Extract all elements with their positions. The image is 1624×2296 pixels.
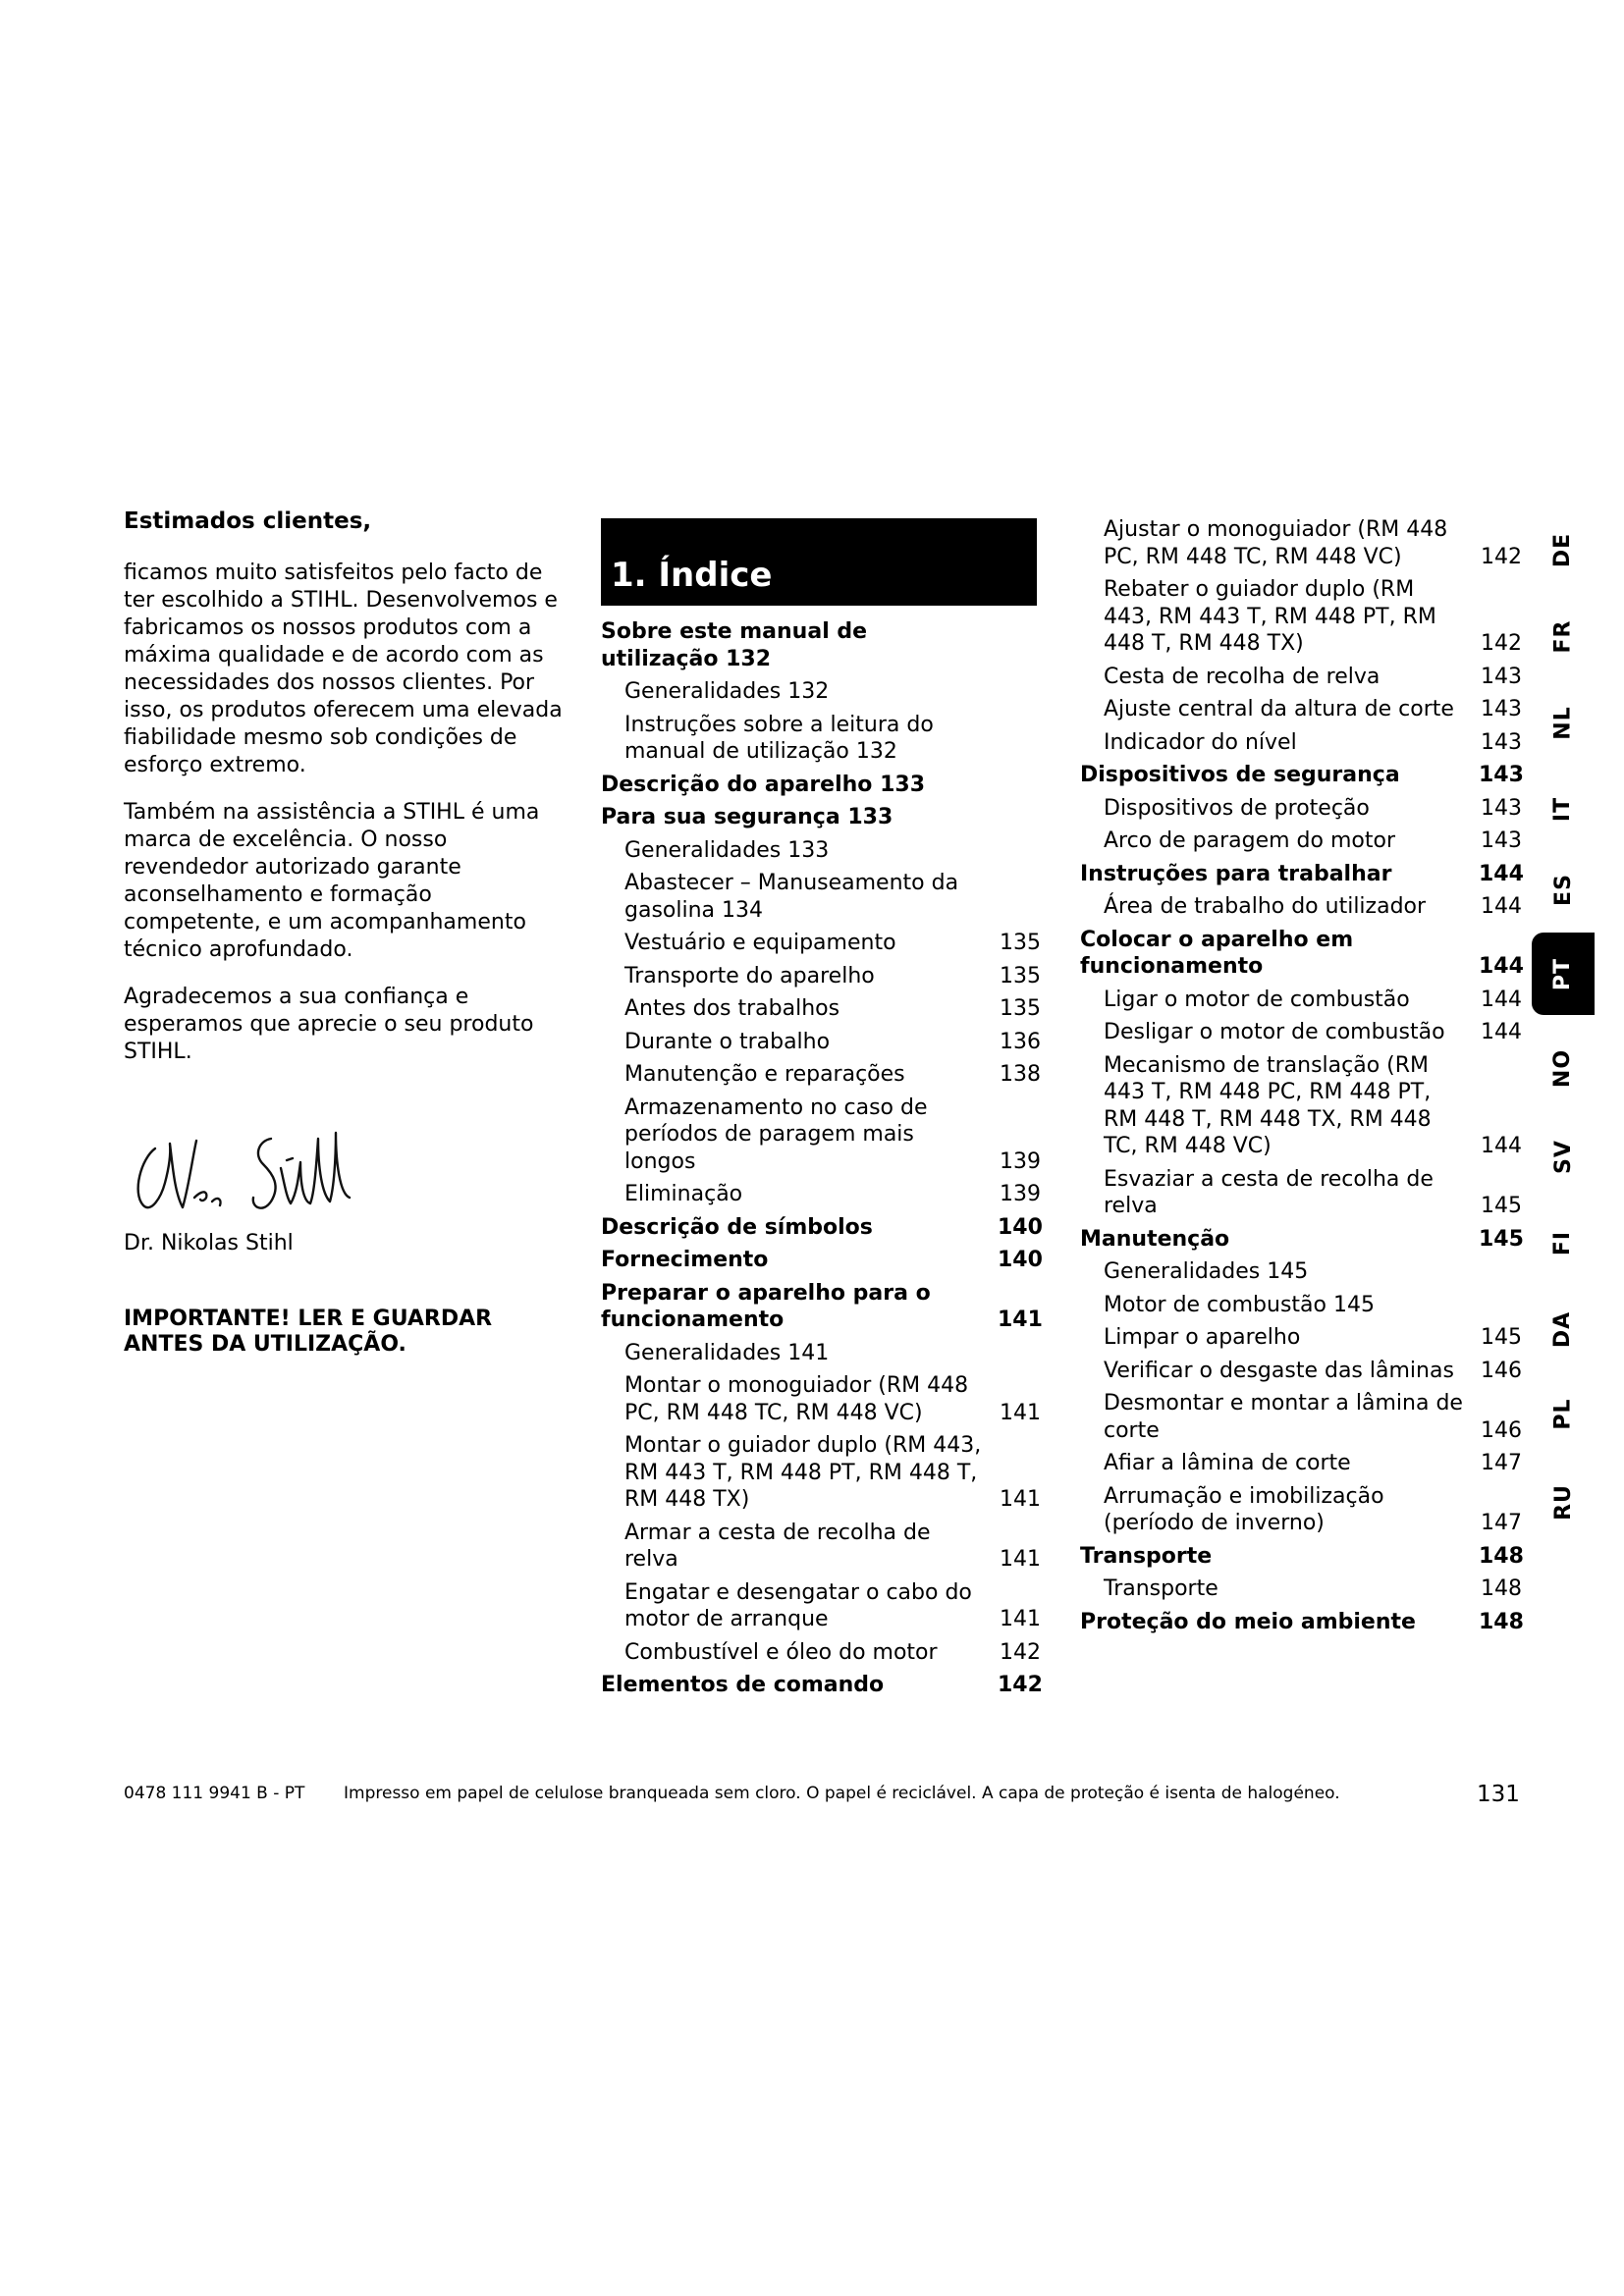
toc-subsection[interactable] (1080, 1019, 1522, 1046)
toc-entry-title: Afiar a lâmina de corte (1104, 1451, 1351, 1475)
toc-entry-title: Antes dos trabalhos (624, 996, 840, 1021)
toc-entry-title: Colocar o aparelho em funcionamento (1080, 927, 1354, 979)
toc-subsection[interactable] (1080, 516, 1522, 570)
language-tab-pl[interactable] (1532, 1384, 1595, 1443)
intro-paragraph: ficamos muito satisfeitos pelo facto de ter escolhido a STIHL. Desenvolvemos e fabricamos os nossos produtos com a máxima qualidade e de acordo com as necessidades dos nossos clientes. Por isso, os produtos oferecem uma elevada fiabilidade mesmo sob condições de esforço extremo. (124, 560, 563, 777)
language-tab-label: FR (1550, 619, 1576, 653)
toc-entry-title: Generalidades 133 (624, 837, 830, 863)
toc-entry-title: Proteção do meio ambiente (1080, 1609, 1416, 1634)
language-tab-no[interactable] (1532, 1039, 1595, 1097)
toc-entry-page: 143 (1481, 697, 1522, 721)
toc-entry-title: Armazenamento no caso de períodos de paragem mais longos (624, 1095, 928, 1174)
toc-entry-title: Dispositivos de segurança (1080, 763, 1400, 787)
toc-subsection[interactable] (601, 995, 1041, 1023)
toc-entry-title: Verificar o desgaste das lâminas (1104, 1358, 1454, 1383)
toc-subsection[interactable] (601, 678, 1041, 706)
toc-entry-page: 142 (1481, 631, 1522, 656)
language-tabs (1532, 520, 1595, 1551)
toc-entry-page: 141 (1000, 1400, 1041, 1425)
toc-section[interactable] (1080, 927, 1522, 981)
language-tab-label: NO (1550, 1048, 1576, 1088)
toc-entry-page: 144 (1481, 987, 1522, 1012)
intro-paragraph: Agradecemos a sua confiança e esperamos que aprecie o seu produto STIHL. (124, 984, 534, 1064)
toc-entry-page: 142 (998, 1673, 1043, 1697)
toc-entry-page: 148 (1479, 1609, 1524, 1634)
toc-entry-page: 148 (1479, 1543, 1524, 1569)
toc-entry-page: 143 (1479, 763, 1524, 787)
language-tab-it[interactable] (1532, 779, 1595, 838)
toc-entry-title: Generalidades 132 (624, 679, 830, 704)
toc-entry-page: 147 (1481, 1451, 1522, 1475)
language-tab-label: PT (1550, 957, 1576, 990)
toc-title: 1. Índice (601, 518, 1037, 606)
toc-section[interactable] (1080, 762, 1522, 789)
toc-subsection[interactable] (1080, 664, 1522, 691)
toc-entry-page: 135 (1000, 963, 1041, 988)
toc-subsection[interactable] (601, 1061, 1041, 1089)
toc-section[interactable] (1080, 861, 1522, 888)
toc-entry-title: Ajuste central da altura de corte (1104, 697, 1454, 721)
toc-entry-title: Generalidades 141 (624, 1340, 830, 1365)
language-tab-label: DA (1550, 1310, 1576, 1348)
toc-entry-page: 143 (1481, 828, 1522, 853)
toc-entry-page: 135 (1000, 996, 1041, 1021)
toc-entry-page: 141 (998, 1308, 1043, 1332)
toc-entry-page: 145 (1479, 1226, 1524, 1252)
toc-subsection[interactable] (1080, 1575, 1522, 1603)
toc-entry-title: Transporte (1104, 1576, 1218, 1601)
toc-subsection[interactable] (601, 1639, 1041, 1667)
toc-entry-page: 142 (1481, 544, 1522, 569)
toc-entry-title: Cesta de recolha de relva (1104, 664, 1380, 689)
toc-entry-title: Ligar o motor de combustão (1104, 987, 1410, 1012)
toc-entry-title: Indicador do nível (1104, 729, 1297, 755)
toc-subsection[interactable] (1080, 828, 1522, 855)
toc-entry-title: Elementos de comando (601, 1673, 885, 1697)
toc-entry-page: 141 (1000, 1607, 1041, 1631)
toc-entry-page: 140 (998, 1248, 1043, 1272)
toc-subsection[interactable] (601, 870, 1041, 924)
toc-subsection[interactable] (601, 930, 1041, 957)
language-tab-fr[interactable] (1532, 607, 1595, 666)
toc-entry-title: Instruções sobre a leitura do manual de utilização 132 (624, 712, 934, 764)
toc-subsection[interactable] (1080, 1358, 1522, 1385)
toc-entry-page: 143 (1481, 664, 1522, 689)
signature-image (124, 1099, 566, 1227)
toc-section[interactable] (1080, 1609, 1522, 1636)
toc-entry-page: 138 (1000, 1062, 1041, 1087)
toc-entry-title: Transporte (1080, 1543, 1213, 1569)
toc-entry-title: Manutenção e reparações (624, 1062, 905, 1087)
intro-column (124, 508, 566, 1358)
language-tab-label: ES (1550, 873, 1576, 906)
toc-subsection[interactable] (1080, 1052, 1522, 1160)
toc-subsection[interactable] (601, 837, 1041, 865)
toc-entry-page: 146 (1481, 1358, 1522, 1383)
toc-column-3 (1080, 516, 1522, 1641)
toc-subsection[interactable] (1080, 987, 1522, 1014)
toc-subsection[interactable] (1080, 1390, 1522, 1444)
language-tab-nl[interactable] (1532, 693, 1595, 752)
toc-entry-page: 144 (1481, 894, 1522, 919)
toc-subsection[interactable] (601, 1372, 1041, 1426)
toc-section[interactable] (1080, 1226, 1522, 1254)
language-tab-label: RU (1550, 1483, 1576, 1521)
toc-subsection[interactable] (1080, 1258, 1522, 1286)
toc-entry-title: Limpar o aparelho (1104, 1325, 1301, 1350)
language-tab-ru[interactable] (1532, 1472, 1595, 1531)
toc-section[interactable] (601, 1214, 1041, 1242)
toc-entry-title: Transporte do aparelho (624, 963, 875, 988)
language-tab-es[interactable] (1532, 860, 1595, 919)
toc-entry-page: 139 (1000, 1148, 1041, 1174)
toc-subsection[interactable] (601, 1181, 1041, 1208)
language-tab-de[interactable] (1532, 520, 1595, 579)
toc-entry-title: Durante o trabalho (624, 1029, 831, 1054)
language-tab-sv[interactable] (1532, 1127, 1595, 1186)
toc-entry-title: Arrumação e imobilização (período de inverno) (1104, 1483, 1384, 1535)
toc-subsection[interactable] (1080, 576, 1522, 658)
toc-entry-page: 144 (1481, 1134, 1522, 1158)
toc-entry-title: Combustível e óleo do motor (624, 1639, 938, 1665)
toc-entry-title: Preparar o aparelho para o funcionamento (601, 1280, 931, 1332)
toc-entry-page: 144 (1481, 1020, 1522, 1044)
language-tab-pt[interactable] (1532, 933, 1595, 1015)
toc-entry-title: Abastecer – Manuseamento da gasolina 134 (624, 871, 959, 923)
toc-section[interactable] (601, 618, 1041, 672)
toc-section[interactable] (601, 804, 1041, 831)
toc-subsection[interactable] (1080, 729, 1522, 757)
toc-entry-page: 146 (1481, 1417, 1522, 1443)
greeting: Estimados clientes, (124, 508, 372, 534)
toc-entry-title: Instruções para trabalhar (1080, 861, 1392, 886)
toc-subsection[interactable] (601, 1029, 1041, 1056)
toc-entry-title: Descrição de símbolos (601, 1214, 873, 1240)
language-tab-da[interactable] (1532, 1300, 1595, 1359)
toc-entry-title: Eliminação (624, 1182, 743, 1206)
toc-section[interactable] (601, 1672, 1041, 1699)
toc-section[interactable] (601, 772, 1041, 799)
toc-subsection[interactable] (601, 1520, 1041, 1574)
toc-subsection[interactable] (601, 1579, 1041, 1633)
toc-subsection[interactable] (1080, 1292, 1522, 1319)
toc-column-2 (601, 618, 1041, 1705)
toc-subsection[interactable] (1080, 893, 1522, 921)
toc-entry-page: 140 (998, 1214, 1043, 1240)
page-number: 131 (1477, 1782, 1520, 1807)
toc-entry-title: Montar o guiador duplo (RM 443, RM 443 T, RM 448 PT, RM 448 T, RM 448 TX) (624, 1433, 982, 1512)
toc-entry-title: Para sua segurança 133 (601, 805, 893, 829)
toc-entry-title: Manutenção (1080, 1226, 1230, 1252)
toc-subsection[interactable] (601, 1432, 1041, 1514)
toc-entry-page: 142 (1000, 1639, 1041, 1665)
toc-entry-page: 135 (1000, 931, 1041, 955)
footer-note: Impresso em papel de celulose branqueada sem cloro. O papel é reciclável. A capa de proteção é isenta de halogéneo. (344, 1784, 1340, 1803)
toc-subsection[interactable] (1080, 696, 1522, 723)
toc-entry-page: 141 (1000, 1487, 1041, 1512)
language-tab-label: DE (1550, 532, 1576, 567)
toc-section[interactable] (601, 1280, 1041, 1334)
toc-entry-title: Dispositivos de proteção (1104, 795, 1370, 821)
toc-subsection[interactable] (1080, 1324, 1522, 1352)
toc-entry-title: Descrição do aparelho 133 (601, 772, 925, 797)
toc-entry-title: Mecanismo de translação (RM 443 T, RM 448 PC, RM 448 PT, RM 448 T, RM 448 TX, RM 448 TC, RM 448 VC) (1104, 1052, 1432, 1158)
toc-subsection[interactable] (601, 712, 1041, 766)
toc-entry-title: Montar o monoguiador (RM 448 PC, RM 448 TC, RM 448 VC) (624, 1373, 969, 1425)
toc-entry-page: 147 (1481, 1511, 1522, 1535)
toc-subsection[interactable] (1080, 1483, 1522, 1537)
language-tab-fi[interactable] (1532, 1213, 1595, 1272)
toc-section[interactable] (1080, 1543, 1522, 1571)
toc-entry-page: 145 (1481, 1325, 1522, 1350)
toc-entry-page: 139 (1000, 1182, 1041, 1206)
toc-entry-page: 148 (1481, 1576, 1522, 1601)
toc-entry-title: Desmontar e montar a lâmina de corte (1104, 1391, 1463, 1443)
toc-entry-title: Fornecimento (601, 1248, 769, 1272)
toc-entry-page: 145 (1481, 1194, 1522, 1218)
toc-entry-title: Sobre este manual de utilização 132 (601, 619, 868, 671)
toc-subsection[interactable] (1080, 1166, 1522, 1220)
toc-entry-page: 136 (1000, 1029, 1041, 1054)
language-tab-label: PL (1550, 1397, 1576, 1430)
toc-entry-title: Desligar o motor de combustão (1104, 1020, 1445, 1044)
toc-entry-page: 141 (1000, 1547, 1041, 1572)
toc-entry-page: 143 (1481, 795, 1522, 821)
toc-entry-page: 143 (1481, 729, 1522, 755)
toc-subsection[interactable] (1080, 1450, 1522, 1477)
toc-entry-title: Generalidades 145 (1104, 1259, 1309, 1284)
important-notice: IMPORTANTE! LER E GUARDAR ANTES DA UTILIZAÇÃO. (124, 1306, 493, 1357)
toc-entry-title: Vestuário e equipamento (624, 931, 896, 955)
toc-entry-title: Armar a cesta de recolha de relva (624, 1520, 931, 1572)
toc-subsection[interactable] (601, 963, 1041, 990)
language-tab-label: FI (1550, 1230, 1576, 1255)
document-code: 0478 111 9941 B - PT (124, 1784, 305, 1803)
toc-entry-page: 144 (1479, 954, 1524, 979)
language-tab-label: SV (1550, 1139, 1576, 1174)
toc-entry-title: Arco de paragem do motor (1104, 828, 1395, 853)
toc-subsection[interactable] (601, 1095, 1041, 1176)
toc-entry-page: 144 (1479, 861, 1524, 886)
toc-entry-title: Motor de combustão 145 (1104, 1292, 1375, 1317)
signer-name: Dr. Nikolas Stihl (124, 1230, 294, 1255)
intro-paragraph: Também na assistência a STIHL é uma marca de excelência. O nosso revendedor autorizado garante aconselhamento e formação competente, e um acompanhamento técnico aprofundado. (124, 799, 540, 962)
toc-section[interactable] (601, 1247, 1041, 1274)
language-tab-label: NL (1550, 705, 1576, 740)
toc-subsection[interactable] (1080, 795, 1522, 823)
language-tab-label: IT (1550, 796, 1576, 822)
toc-entry-title: Ajustar o monoguiador (RM 448 PC, RM 448 TC, RM 448 VC) (1104, 517, 1448, 569)
toc-entry-title: Esvaziar a cesta de recolha de relva (1104, 1166, 1434, 1218)
signature-icon (124, 1099, 359, 1227)
toc-entry-title: Rebater o guiador duplo (RM 443, RM 443 T, RM 448 PT, RM 448 T, RM 448 TX) (1104, 577, 1436, 656)
toc-entry-title: Área de trabalho do utilizador (1104, 894, 1427, 919)
toc-subsection[interactable] (601, 1340, 1041, 1367)
toc-entry-title: Engatar e desengatar o cabo do motor de arranque (624, 1579, 972, 1631)
